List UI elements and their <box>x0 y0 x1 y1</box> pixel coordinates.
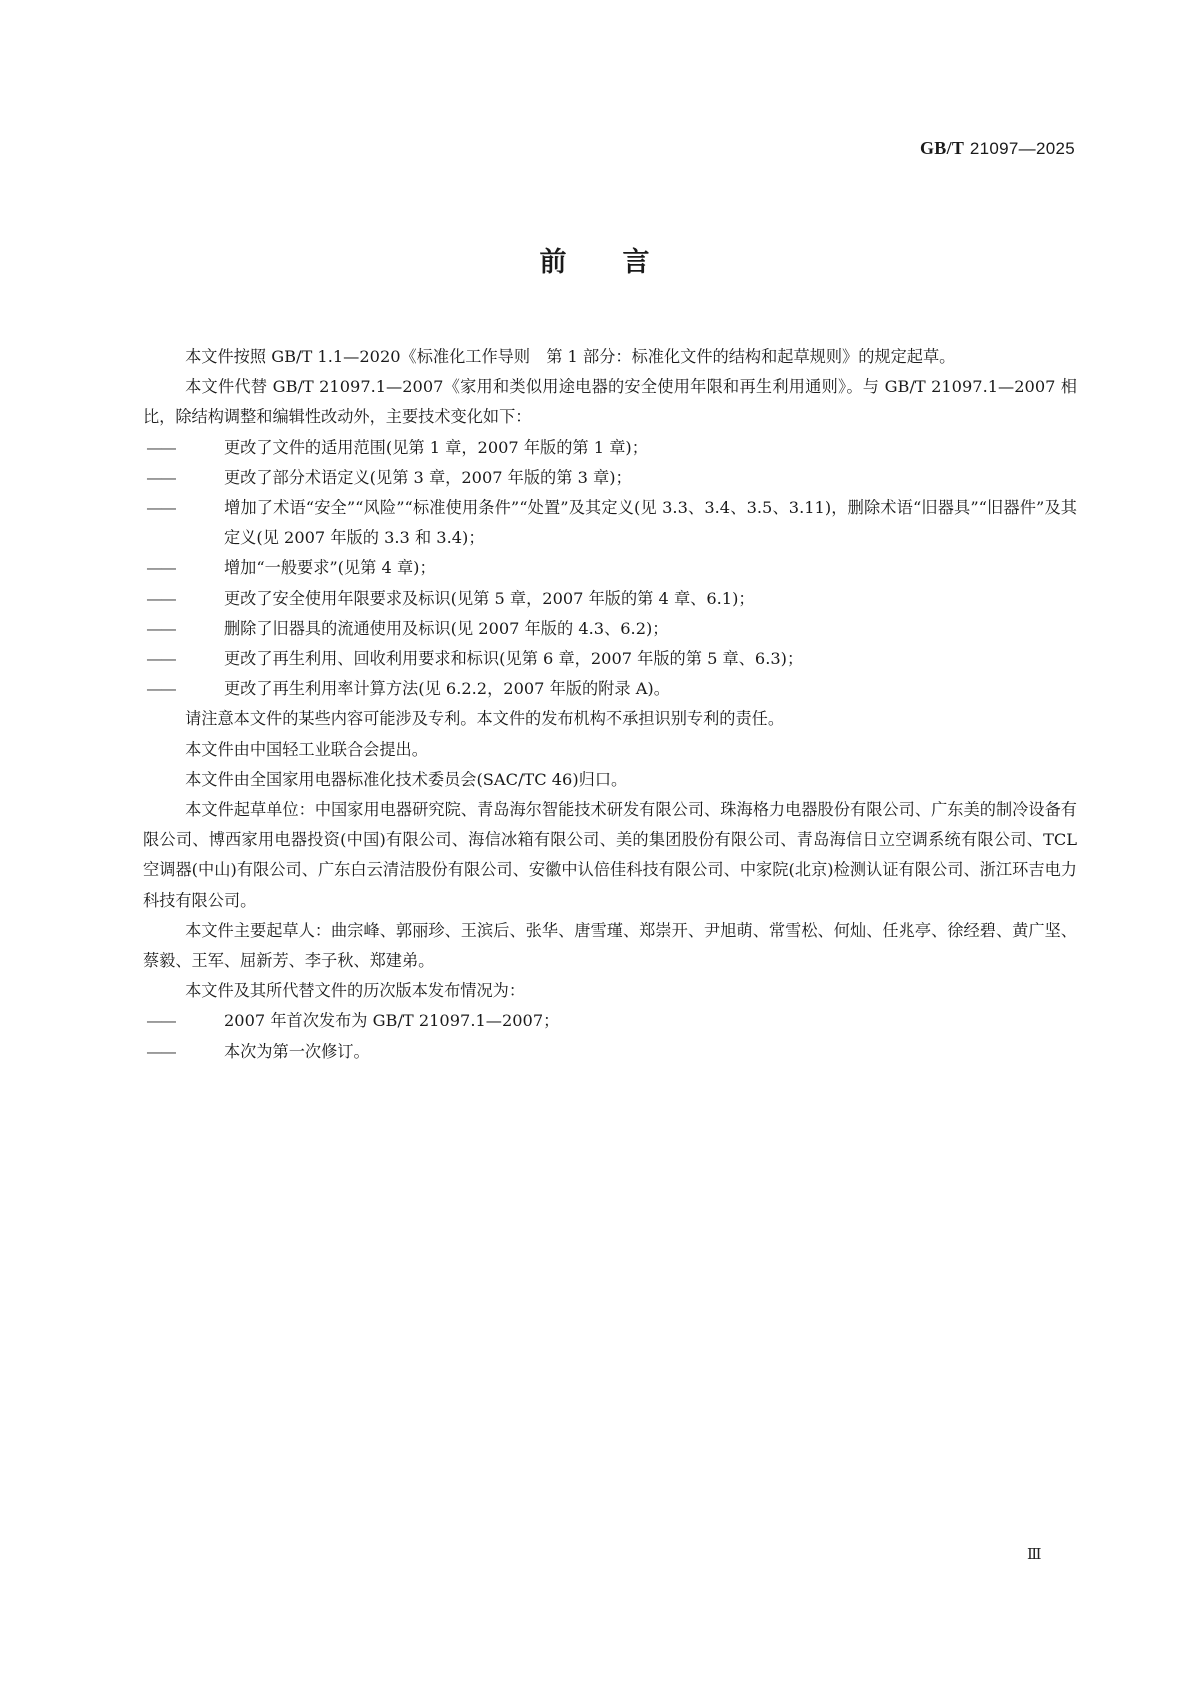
dash-mark: —— <box>146 588 175 608</box>
drafting-basis-paragraph: 本文件按照 GB/T 1.1—2020《标准化工作导则 第 1 部分：标准化文件的结构和起草规则》的规定起草。 <box>185 347 956 366</box>
dash-mark: —— <box>146 1011 175 1031</box>
dash-mark: —— <box>146 498 175 518</box>
dash-mark: —— <box>146 618 175 638</box>
standard-code-number: 21097—2025 <box>969 139 1075 158</box>
page-title-char-1: 前 <box>539 247 569 278</box>
page-title-char-2: 言 <box>622 247 652 278</box>
change-item: —— 更改了部分术语定义(见第 3 章，2007 年版的第 3 章)； <box>143 463 1077 493</box>
page-title <box>0 240 1191 279</box>
page-number: Ⅲ <box>1027 1545 1042 1563</box>
replacement-paragraph: 本文件代替 GB/T 21097.1—2007《家用和类似用途电器的安全使用年限和再生利用通则》。与 GB/T 21097.1—2007 相比，除结构调整和编辑性改动外，主要技术变化如下： <box>143 377 1077 427</box>
dash-mark: —— <box>146 679 175 699</box>
change-item: —— 更改了再生利用率计算方法(见 6.2.2，2007 年版的附录 A)。 <box>143 674 1077 704</box>
history-item: —— 本次为第一次修订。 <box>143 1037 1077 1067</box>
drafting-units-paragraph: 本文件起草单位：中国家用电器研究院、青岛海尔智能技术研发有限公司、珠海格力电器股份有限公司、广东美的制冷设备有限公司、博西家用电器投资(中国)有限公司、海信冰箱有限公司、美的集团股份有限公司、青岛海信日立空调系统有限公司、TCL 空调器(中山)有限公司、广东白云清洁股份有限公司、安徽中认倍佳科技有限公司、中家院(北京)检测认证有限公司、浙江环吉电力科技有限公司。 <box>143 800 1077 910</box>
change-item: —— 更改了文件的适用范围(见第 1 章，2007 年版的第 1 章)； <box>143 433 1077 463</box>
change-item: —— 删除了旧器具的流通使用及标识(见 2007 年版的 4.3、6.2)； <box>143 614 1077 644</box>
dash-mark: —— <box>146 558 175 578</box>
patent-notice-paragraph: 请注意本文件的某些内容可能涉及专利。本文件的发布机构不承担识别专利的责任。 <box>185 709 785 729</box>
proposed-by-paragraph: 本文件由中国轻工业联合会提出。 <box>185 739 428 759</box>
dash-mark: —— <box>146 437 175 457</box>
centralized-by-paragraph: 本文件由全国家用电器标准化技术委员会(SAC/TC 46)归口。 <box>185 769 628 789</box>
change-item: —— 更改了再生利用、回收利用要求和标识(见第 6 章，2007 年版的第 5 章、6.3)； <box>143 644 1077 674</box>
history-intro-paragraph: 本文件及其所代替文件的历次版本发布情况为： <box>185 981 526 1001</box>
dash-mark: —— <box>146 1041 175 1061</box>
standard-code-prefix: GB/T <box>919 138 965 158</box>
foreword-body <box>143 342 1077 1067</box>
document-code-header <box>920 138 1075 159</box>
dash-mark: —— <box>146 467 175 487</box>
change-item: —— 增加了术语“安全”“风险”“标准使用条件”“处置”及其定义(见 3.3、3.4、3.5、3.11)，删除术语“旧器具”“旧器件”及其定义(见 2007 年版的 3.3 和 3.4)； <box>143 493 1077 553</box>
change-item: —— 增加“一般要求”(见第 4 章)； <box>143 553 1077 583</box>
change-item: —— 更改了安全使用年限要求及标识(见第 5 章，2007 年版的第 4 章、6.1)； <box>143 584 1077 614</box>
dash-mark: —— <box>146 649 175 669</box>
main-drafters-paragraph: 本文件主要起草人：曲宗峰、郭丽珍、王滨后、张华、唐雪瑾、郑崇开、尹旭萌、常雪松、何灿、任兆亭、徐经碧、黄广坚、蔡毅、王军、屈新芳、李子秋、郑建弟。 <box>143 920 1077 971</box>
history-item: —— 2007 年首次发布为 GB/T 21097.1—2007； <box>143 1006 1077 1036</box>
